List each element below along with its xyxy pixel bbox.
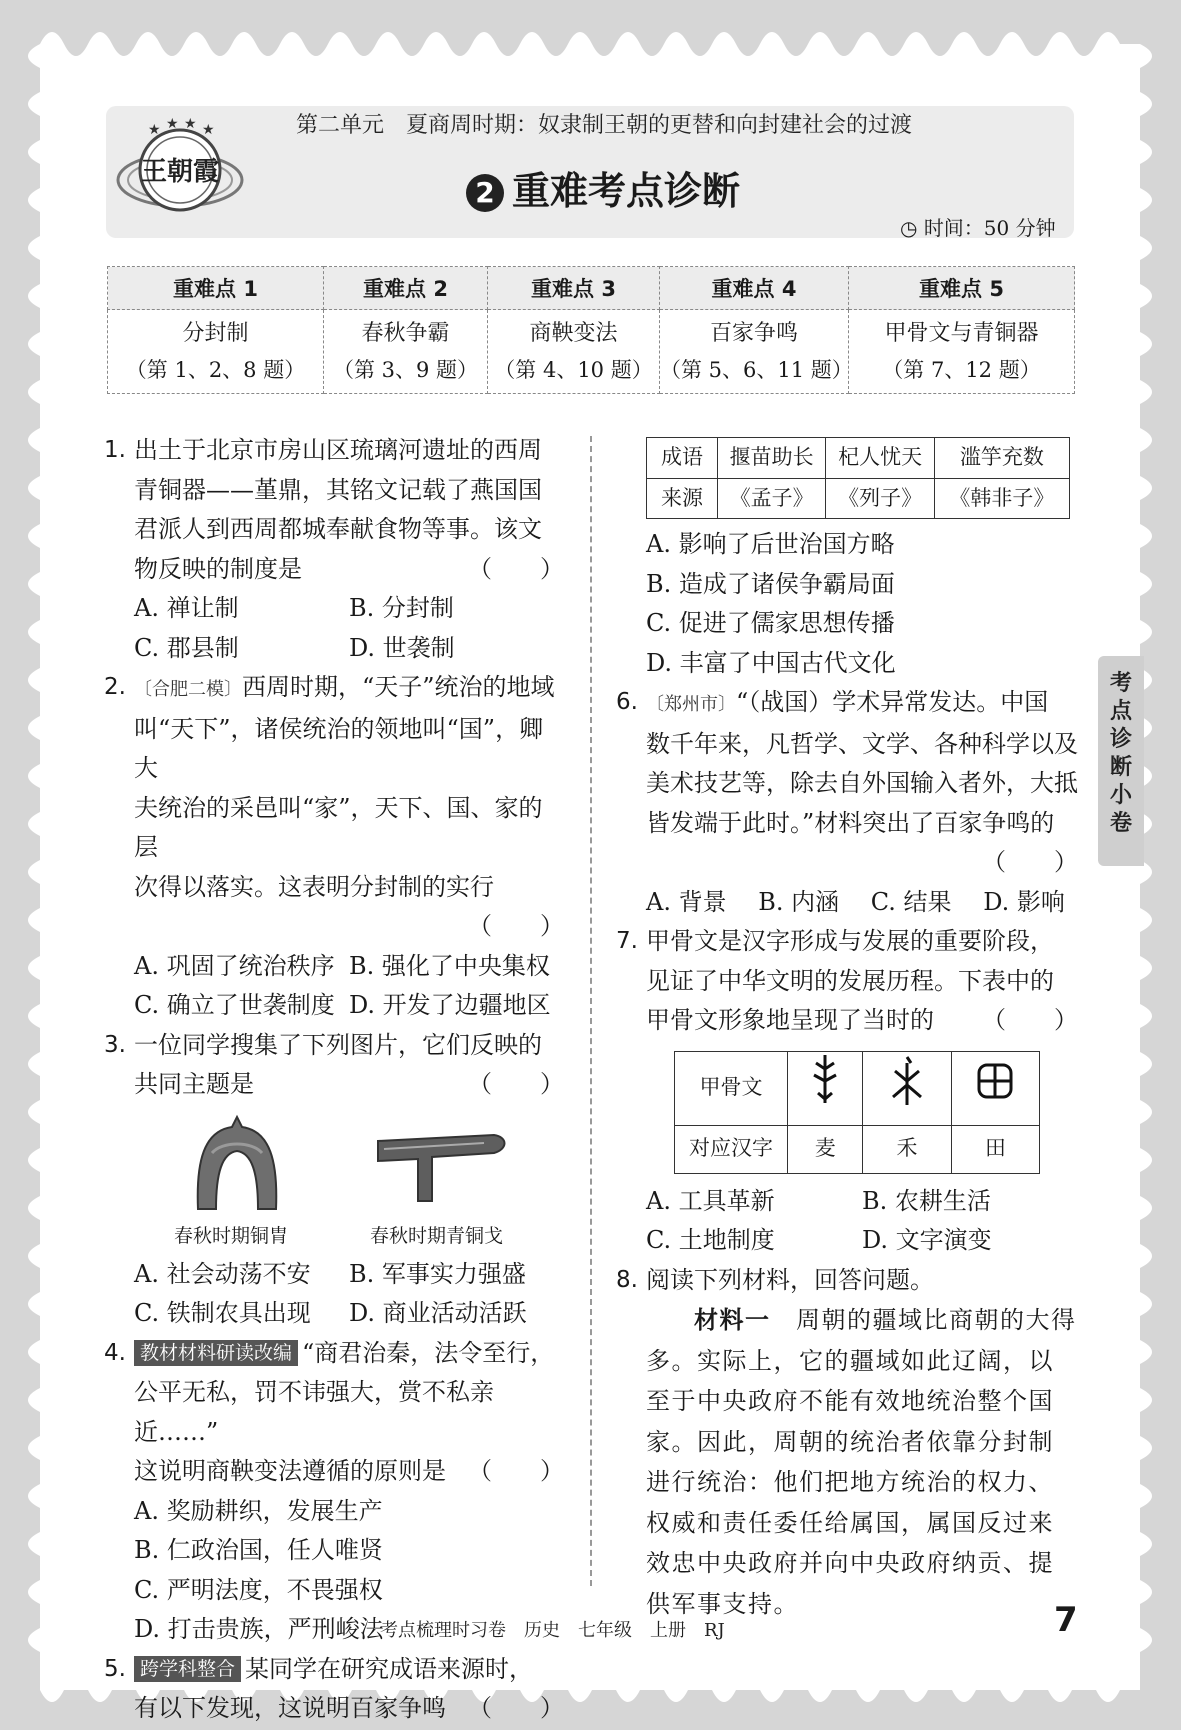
option[interactable]: D. 文字演变 <box>862 1226 992 1254</box>
svg-text:★: ★ <box>184 118 197 132</box>
option[interactable]: C. 确立了世袭制度 <box>134 991 335 1019</box>
image-caption: 春秋时期青铜戈 <box>370 1224 504 1247</box>
key-point-cell: 甲骨文与青铜器 （第 7、12 题） <box>849 310 1075 394</box>
question-number: 7. <box>616 928 638 954</box>
option[interactable]: B. 农耕生活 <box>862 1186 991 1215</box>
option[interactable]: C. 郡县制 <box>134 633 239 662</box>
logo-text: 王朝霞 <box>140 157 220 187</box>
page-number: 7 <box>1054 1600 1078 1640</box>
option[interactable]: A. 工具革新 <box>646 1186 775 1215</box>
answer-blank[interactable]: （ ） <box>982 848 1078 876</box>
time-limit: ◷ 时间：50 分钟 <box>900 216 1056 240</box>
answer-blank[interactable]: （ ） <box>468 554 564 583</box>
key-point-cell: 商鞅变法 （第 4、10 题） <box>488 310 660 394</box>
bronze-dagger-axe-image <box>374 1127 514 1207</box>
key-points-table <box>107 266 1075 394</box>
section-title-text: 重难考点诊断 <box>512 169 741 213</box>
option[interactable]: C. 结果 <box>870 887 952 916</box>
option[interactable]: B. 分封制 <box>349 594 454 622</box>
option[interactable]: C. 铁制农具出现 <box>134 1299 311 1327</box>
question-1: 1. 出土于北京市房山区琉璃河遗址的西周 青铜器——堇鼎，其铭文记载了燕国国 君派人到西周都城奉献食物等事。该文 物反映的制度是 （ ） A. 禅让制 B. 分封制 C. 郡县制 D. 世袭制 <box>104 431 564 668</box>
unit-title: 第二单元 夏商周时期：奴隶制王朝的更替和向封建社会的过渡 <box>296 113 913 138</box>
publisher-logo <box>110 118 250 226</box>
option[interactable]: D. 商业活动活跃 <box>349 1299 527 1327</box>
question-number: 4. <box>104 1339 126 1366</box>
question-tag: 跨学科整合 <box>134 1656 241 1682</box>
answer-blank[interactable]: （ ） <box>468 1070 564 1098</box>
answer-blank[interactable]: （ ） <box>468 1457 564 1485</box>
question-6: 6. 〔郑州市〕“（战国）学术异常发达。中国 数千年来，凡哲学、文学、各种科学以及 美术技艺等，除去自外国输入者外，大抵 皆发端于此时。”材料突出了百家争鸣的 （ ） A. 背景 B. 内涵 C. 结果 D. 影响 <box>616 683 1078 922</box>
section-title <box>466 160 740 215</box>
key-point-cell: 百家争鸣 （第 5、6、11 题） <box>660 310 849 394</box>
oracle-glyph-tian <box>951 1051 1039 1125</box>
option[interactable]: D. 影响 <box>983 887 1065 916</box>
left-column <box>104 431 564 1729</box>
key-point-cell: 春秋争霸 （第 3、9 题） <box>324 310 488 394</box>
question-2: 2. 〔合肥二模〕西周时期，“天子”统治的地域 叫“天下”，诸侯统治的领地叫“国”，卿大 夫统治的采邑叫“家”，天下、国、家的层 次得以落实。这表明分封制的实行 （ ） A. 巩固了统治秩序 B. 强化了中央集权 C. 确立了世袭制度 D. 开发了边疆地区 <box>104 668 564 1026</box>
option[interactable]: D. 丰富了中国古代文化 <box>646 648 896 677</box>
question-7: 7. 甲骨文是汉字形成与发展的重要阶段， 见证了中华文明的发展历程。下表中的 甲骨文形象地呈现了当时的 （ ） 甲骨文 对应汉字 麦 禾 田 A. 工具革新 B. 农耕生活 C. 土地制度 D. 文字演变 <box>616 922 1078 1261</box>
right-column <box>616 431 1078 1624</box>
question-number: 3. <box>104 1031 126 1058</box>
clock-icon: ◷ <box>900 216 918 240</box>
key-point-label: 重难点 5 <box>849 267 1075 310</box>
question-number: 6. <box>616 689 638 715</box>
option[interactable]: B. 造成了诸侯争霸局面 <box>646 569 895 598</box>
side-tab: 考点诊断小卷 <box>1098 656 1144 866</box>
key-point-cell: 分封制 （第 1、2、8 题） <box>108 310 324 394</box>
oracle-glyph-he <box>863 1051 951 1125</box>
section-number: 2 <box>466 174 504 212</box>
artifact-images <box>134 1105 564 1255</box>
option[interactable]: B. 军事实力强盛 <box>349 1259 526 1288</box>
svg-text:★: ★ <box>166 118 179 132</box>
option[interactable]: C. 土地制度 <box>646 1226 775 1254</box>
image-caption: 春秋时期铜胄 <box>174 1224 289 1247</box>
option[interactable]: A. 背景 <box>646 887 727 916</box>
footer: 考点梳理时习卷 历史 七年级 上册 RJ <box>380 1620 725 1641</box>
question-3: 3. 一位同学搜集了下列图片，它们反映的 共同主题是 （ ） 春秋时期铜胄 春秋时期青铜戈 A. 社会动荡不安 B. 军事实力强盛 C. 铁制农具出现 D. 商业活动活跃 <box>104 1026 564 1334</box>
column-divider <box>590 436 592 1586</box>
option[interactable]: D. 打击贵族，严刑峻法 <box>134 1615 384 1643</box>
question-5: 5. 跨学科整合 某同学在研究成语来源时， 有以下发现，这说明百家争鸣 （ ） <box>104 1650 564 1729</box>
option[interactable]: A. 奖励耕织，发展生产 <box>134 1496 383 1525</box>
oracle-bone-table: 甲骨文 对应汉字 麦 禾 田 <box>674 1051 1040 1174</box>
question-4: 4. 教材材料研读改编 “商君治秦，法令至行， 公平无私，罚不讳强大，赏不私亲近……” 这说明商鞅变法遵循的原则是 （ ） A. 奖励耕织，发展生产 B. 仁政治国，任人唯贤 C. 严明法度，不畏强权 D. 打击贵族，严刑峻法 <box>104 1334 564 1650</box>
bronze-helmet-image <box>192 1113 282 1213</box>
svg-text:★: ★ <box>202 122 215 138</box>
answer-blank[interactable]: （ ） <box>468 912 564 940</box>
material-passage: 材料一 周朝的疆域比商朝的大得多。实际上，它的疆域如此辽阔，以至于中央政府不能有效地统治整个国家。因此，周朝的统治者依靠分封制进行统治：他们把地方统治的权力、权威和责任委任给属国，属国反过来效忠中央政府并向中央政府纳贡、提供军事支持。 <box>646 1306 1077 1618</box>
key-point-label: 重难点 1 <box>108 267 324 310</box>
key-point-label: 重难点 3 <box>488 267 660 310</box>
option[interactable]: A. 巩固了统治秩序 <box>134 951 335 980</box>
answer-blank[interactable]: （ ） <box>982 1006 1078 1034</box>
option[interactable]: C. 严明法度，不畏强权 <box>134 1575 383 1604</box>
question-number: 2. <box>104 674 126 700</box>
question-number: 1. <box>104 437 126 463</box>
option[interactable]: B. 内涵 <box>758 887 840 916</box>
key-point-label: 重难点 2 <box>324 267 488 310</box>
option[interactable]: D. 世袭制 <box>349 633 455 662</box>
key-point-label: 重难点 4 <box>660 267 849 310</box>
option[interactable]: A. 社会动荡不安 <box>134 1259 311 1288</box>
option[interactable]: C. 促进了儒家思想传播 <box>646 609 895 637</box>
question-number: 5. <box>104 1655 126 1682</box>
question-8: 8. 阅读下列材料，回答问题。 材料一 周朝的疆域比商朝的大得多。实际上，它的疆域如此辽阔，以至于中央政府不能有效地统治整个国家。因此，周朝的统治者依靠分封制进行统治：他们把地方统治的权力、权威和责任委任给属国，属国反过来效忠中央政府并向中央政府纳贡、提供军事支持。 <box>616 1261 1078 1625</box>
question-number: 8. <box>616 1266 638 1293</box>
option[interactable]: A. 影响了后世治国方略 <box>646 530 895 558</box>
svg-text:★: ★ <box>148 122 161 138</box>
option[interactable]: A. 禅让制 <box>134 594 239 622</box>
question-source: 〔郑州市〕 <box>646 694 736 715</box>
question-tag: 教材材料研读改编 <box>134 1340 298 1366</box>
idiom-source-table: 成语 揠苗助长 杞人忧天 滥竽充数 来源 《孟子》 《列子》 《韩非子》 <box>646 437 1070 519</box>
option[interactable]: B. 强化了中央集权 <box>349 951 550 980</box>
answer-blank[interactable]: （ ） <box>468 1694 564 1722</box>
question-source: 〔合肥二模〕 <box>134 679 242 700</box>
option[interactable]: B. 仁政治国，任人唯贤 <box>134 1536 383 1564</box>
option[interactable]: D. 开发了边疆地区 <box>349 991 551 1019</box>
oracle-glyph-mai <box>788 1051 863 1125</box>
